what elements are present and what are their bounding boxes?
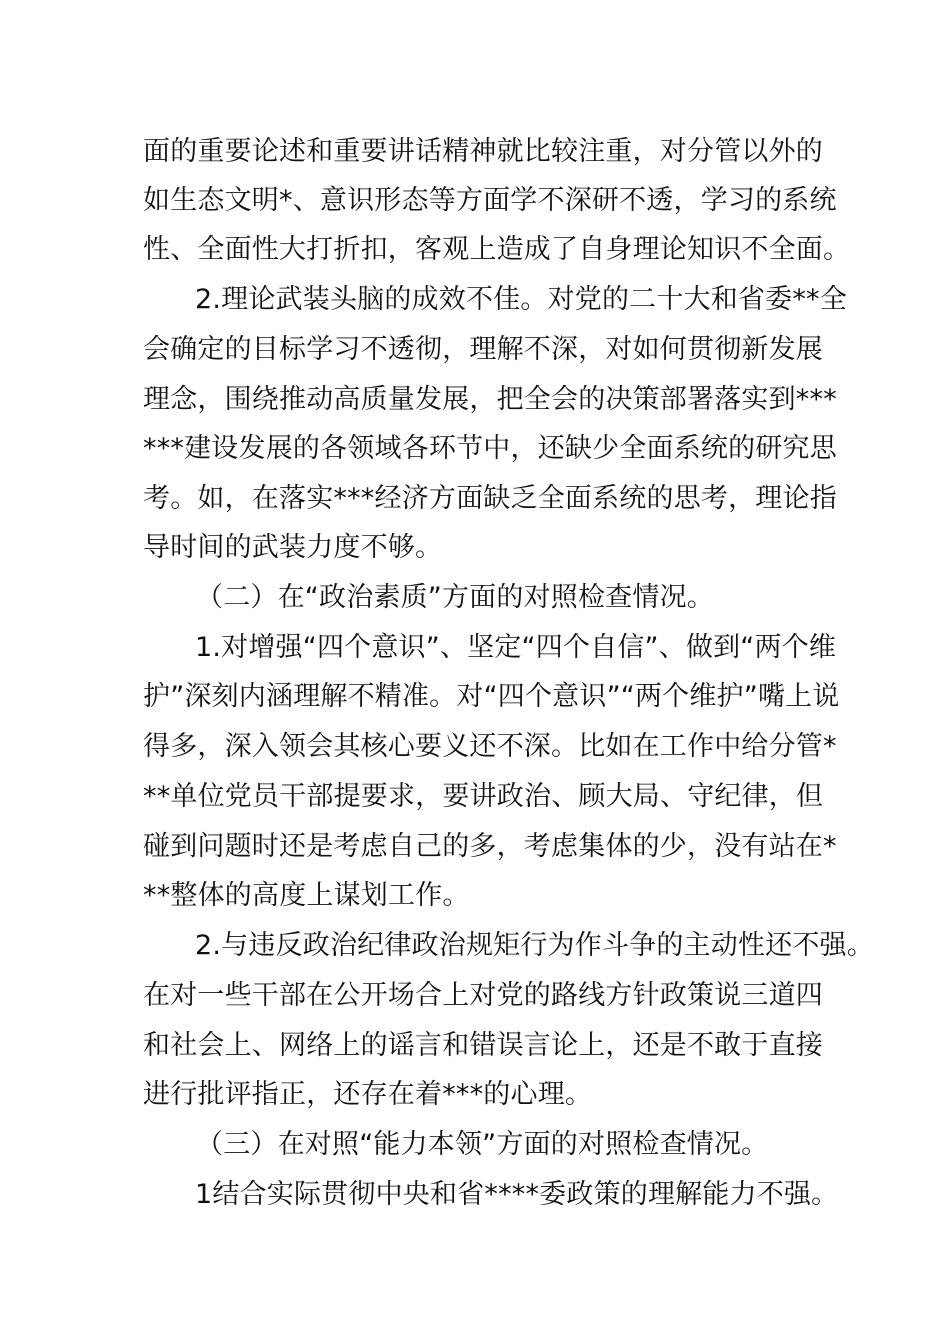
text-line: 面的重要论述和重要讲话精神就比较注重，对分管以外的	[143, 136, 823, 167]
paragraph-heading: 2.理论武装头脑的成效不佳。对党的二十大和省委**全	[195, 284, 847, 315]
text-line: 进行批评指正，还存在着***的心理。	[143, 1079, 593, 1110]
text-line: 性、全面性大打折扣，客观上造成了自身理论知识不全面。	[143, 234, 851, 265]
text-line: 考。如，在落实***经济方面缺乏全面系统的思考，理论指	[143, 483, 837, 514]
text-line: **单位党员干部提要求，要讲政治、顾大局、守纪律，但	[143, 781, 824, 812]
paragraph-heading: 1.对增强“四个意识”、坚定“四个自信”、做到“两个维	[195, 632, 837, 663]
text-line: 会确定的目标学习不透彻，理解不深，对如何贯彻新发展	[143, 334, 823, 365]
paragraph-heading: 1结合实际贯彻中央和省****委政策的理解能力不强。	[195, 1179, 839, 1210]
text-line: 理念，围绕推动高质量发展，把全会的决策部署落实到***	[143, 384, 837, 415]
text-line: ***建设发展的各领域各环节中，还缺少全面系统的研究思	[143, 433, 837, 464]
text-line: 碰到问题时还是考虑自己的多，考虑集体的少，没有站在*	[143, 831, 837, 862]
text-line: 得多，深入领会其核心要义还不深。比如在工作中给分管*	[143, 731, 837, 762]
text-line: 如生态文明*、意识形态等方面学不深研不透，学习的系统	[143, 185, 837, 216]
section-heading: （二）在“政治素质”方面的对照检查情况。	[196, 582, 714, 613]
text-line: 和社会上、网络上的谣言和错误言论上，还是不敢于直接	[143, 1030, 823, 1061]
text-line: 导时间的武装力度不够。	[143, 532, 443, 563]
text-line: 护”深刻内涵理解不精准。对“四个意识”“两个维护”嘴上说	[143, 681, 840, 712]
text-line: 在对一些干部在公开场合上对党的路线方针政策说三道四	[143, 980, 823, 1011]
paragraph-heading: 2.与违反政治纪律政治规矩行为作斗争的主动性还不强。	[195, 930, 874, 961]
section-heading: （三）在对照“能力本领”方面的对照检查情况。	[196, 1129, 769, 1160]
text-line: **整体的高度上谋划工作。	[143, 880, 470, 911]
